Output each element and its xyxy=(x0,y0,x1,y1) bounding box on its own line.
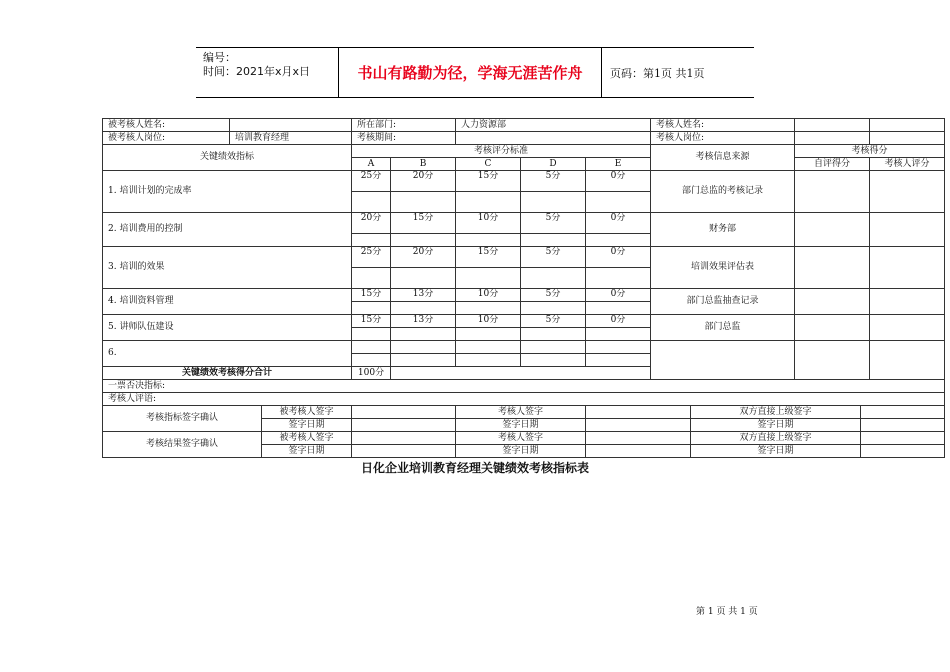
period-label: 考核期间: xyxy=(352,132,456,145)
examiner-name-spacer xyxy=(795,119,870,132)
kpi-name: 3. 培训的效果 xyxy=(103,247,352,289)
total-value: 100分 xyxy=(352,367,391,380)
grade-e: E xyxy=(586,158,651,171)
kpi-row-1 xyxy=(103,171,945,192)
document-title: 日化企业培训教育经理关键绩效考核指标表 xyxy=(360,461,589,475)
kpi-row-5 xyxy=(103,315,945,328)
self-score-input[interactable] xyxy=(795,171,870,213)
comment-row xyxy=(103,393,945,406)
score-cell: 15分 xyxy=(391,213,456,234)
kpi-name: 2. 培训费用的控制 xyxy=(103,213,352,247)
examiner-score-input[interactable] xyxy=(870,213,945,247)
examiner-position-label: 考核人岗位: xyxy=(651,132,795,145)
examinee-position-label: 被考核人岗位: xyxy=(103,132,230,145)
score-cell: 10分 xyxy=(456,315,521,328)
self-score-input[interactable] xyxy=(795,315,870,341)
kpi-name: 5. 讲师队伍建设 xyxy=(103,315,352,341)
kpi-name: 1. 培训计划的完成率 xyxy=(103,171,352,213)
indicator-confirm-label: 考核指标签字确认 xyxy=(103,406,262,432)
examinee-sign-field[interactable] xyxy=(352,432,456,445)
grade-b: B xyxy=(391,158,456,171)
examiner-score-input[interactable] xyxy=(870,341,945,380)
examiner-score-input[interactable] xyxy=(870,247,945,289)
kpi-name: 4. 培训资料管理 xyxy=(103,289,352,315)
examinee-sign-label: 被考核人签字 xyxy=(262,432,352,445)
info-source: 部门总监 xyxy=(651,315,795,341)
examiner-sign-field[interactable] xyxy=(586,406,691,419)
kpi-row-2 xyxy=(103,213,945,234)
header-meta xyxy=(196,48,338,97)
period-value[interactable] xyxy=(456,132,651,145)
info-source: 财务部 xyxy=(651,213,795,247)
examiner-position-spacer xyxy=(795,132,870,145)
examinee-position-value[interactable]: 培训教育经理 xyxy=(230,132,352,145)
sign-date-label: 签字日期 xyxy=(691,445,861,458)
total-label: 关键绩效考核得分合计 xyxy=(103,367,352,380)
score-cell: 5分 xyxy=(521,315,586,328)
examiner-name-label: 考核人姓名: xyxy=(651,119,795,132)
examiner-name-value[interactable] xyxy=(870,119,945,132)
info-source: 培训效果评估表 xyxy=(651,247,795,289)
score-cell: 5分 xyxy=(521,247,586,268)
superior-sign-label: 双方直接上级签字 xyxy=(691,406,861,419)
superior-sign-field[interactable] xyxy=(861,406,945,419)
sign-date-label: 签字日期 xyxy=(691,419,861,432)
score-cell: 10分 xyxy=(456,213,521,234)
info-source xyxy=(651,341,795,380)
standard-column-header: 考核评分标准 xyxy=(352,145,651,158)
grade-d: D xyxy=(521,158,586,171)
score-cell: 15分 xyxy=(352,315,391,328)
score-cell: 0分 xyxy=(586,171,651,192)
header-page-code: 页码：第1页 共1页 xyxy=(610,66,705,80)
score-cell: 25分 xyxy=(352,171,391,192)
score-cell xyxy=(586,341,651,354)
score-cell: 25分 xyxy=(352,247,391,268)
score-cell: 0分 xyxy=(586,289,651,302)
score-cell xyxy=(456,341,521,354)
sign-date-field[interactable] xyxy=(861,419,945,432)
page-footer: 第 1 页 共 1 页 xyxy=(696,607,758,617)
examinee-name-value[interactable] xyxy=(230,119,352,132)
kpi-row-4 xyxy=(103,289,945,302)
superior-sign-field[interactable] xyxy=(861,432,945,445)
self-score-input[interactable] xyxy=(795,289,870,315)
result-sign-row-1 xyxy=(103,432,945,445)
score-cell: 10分 xyxy=(456,289,521,302)
self-score-header: 自评得分 xyxy=(795,158,870,171)
info-source: 部门总监抽查记录 xyxy=(651,289,795,315)
time-label: 时间：2021年x月x日 xyxy=(203,65,311,78)
examiner-sign-label: 考核人签字 xyxy=(456,406,586,419)
score-column-header: 考核得分 xyxy=(795,145,945,158)
result-confirm-label: 考核结果签字确认 xyxy=(103,432,262,458)
sign-date-label: 签字日期 xyxy=(456,419,586,432)
kpi-table xyxy=(102,118,945,458)
page-header xyxy=(196,47,754,98)
examiner-score-header: 考核人评分 xyxy=(870,158,945,171)
sign-date-label: 签字日期 xyxy=(456,445,586,458)
score-cell: 15分 xyxy=(456,247,521,268)
score-cell: 5分 xyxy=(521,213,586,234)
veto-label[interactable]: 一票否决指标: xyxy=(103,380,945,393)
source-column-header: 考核信息来源 xyxy=(651,145,795,171)
examiner-score-input[interactable] xyxy=(870,315,945,341)
veto-row xyxy=(103,380,945,393)
examinee-name-label: 被考核人姓名: xyxy=(103,119,230,132)
score-cell: 15分 xyxy=(456,171,521,192)
info-row-1 xyxy=(103,119,945,132)
sign-date-field[interactable] xyxy=(352,445,456,458)
examiner-position-value[interactable] xyxy=(870,132,945,145)
kpi-row-3 xyxy=(103,247,945,268)
score-cell: 5分 xyxy=(521,171,586,192)
score-cell: 0分 xyxy=(586,315,651,328)
score-cell xyxy=(352,341,391,354)
sign-date-field[interactable] xyxy=(352,419,456,432)
self-score-input[interactable] xyxy=(795,341,870,380)
info-source: 部门总监的考核记录 xyxy=(651,171,795,213)
total-blank xyxy=(391,367,651,380)
sign-date-label: 签字日期 xyxy=(262,445,352,458)
indicator-sign-row-1 xyxy=(103,406,945,419)
score-cell xyxy=(391,341,456,354)
kpi-column-header: 关键绩效指标 xyxy=(103,145,352,171)
score-cell: 20分 xyxy=(391,247,456,268)
kpi-row-6 xyxy=(103,341,945,354)
score-cell: 20分 xyxy=(391,171,456,192)
examiner-score-input[interactable] xyxy=(870,171,945,213)
kpi-name: 6. xyxy=(103,341,352,367)
self-score-input[interactable] xyxy=(795,213,870,247)
number-label: 编号： xyxy=(203,51,236,64)
sign-date-field[interactable] xyxy=(586,445,691,458)
score-cell: 0分 xyxy=(586,247,651,268)
comment-label[interactable]: 考核人评语: xyxy=(103,393,945,406)
sign-date-field[interactable] xyxy=(861,445,945,458)
score-cell: 20分 xyxy=(352,213,391,234)
score-cell: 0分 xyxy=(586,213,651,234)
score-cell: 15分 xyxy=(352,289,391,302)
header-motto: 书山有路勤为径，学海无涯苦作舟 xyxy=(338,48,602,97)
dept-value[interactable]: 人力资源部 xyxy=(456,119,651,132)
grade-a: A xyxy=(352,158,391,171)
examinee-sign-field[interactable] xyxy=(352,406,456,419)
examiner-score-input[interactable] xyxy=(870,289,945,315)
sign-date-field[interactable] xyxy=(586,419,691,432)
examinee-sign-label: 被考核人签字 xyxy=(262,406,352,419)
superior-sign-label: 双方直接上级签字 xyxy=(691,432,861,445)
sign-date-label: 签字日期 xyxy=(262,419,352,432)
info-row-2 xyxy=(103,132,945,145)
dept-label: 所在部门: xyxy=(352,119,456,132)
self-score-input[interactable] xyxy=(795,247,870,289)
column-header-row-1 xyxy=(103,145,945,158)
score-cell: 5分 xyxy=(521,289,586,302)
score-cell xyxy=(521,341,586,354)
grade-c: C xyxy=(456,158,521,171)
score-cell: 13分 xyxy=(391,315,456,328)
examiner-sign-label: 考核人签字 xyxy=(456,432,586,445)
score-cell: 13分 xyxy=(391,289,456,302)
examiner-sign-field[interactable] xyxy=(586,432,691,445)
